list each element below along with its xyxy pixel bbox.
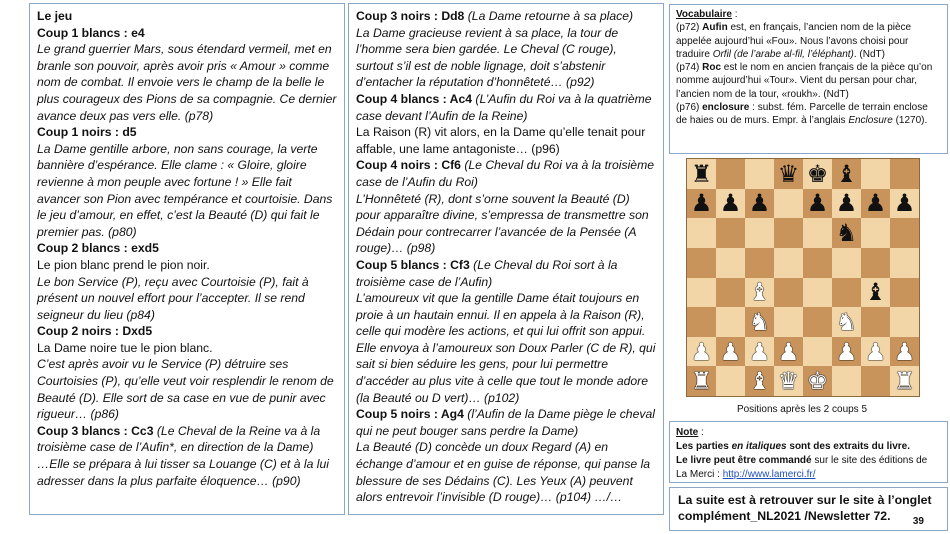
black-rook-icon: ♜ [690, 159, 713, 188]
board-square [687, 218, 716, 248]
board-square [745, 366, 774, 396]
black-pawn-icon: ♟ [893, 189, 916, 218]
vocab-item-enclosure: (p76) enclosure : subst. fém. Parcelle de terrain enclose de haies ou de murs. Empr. à l’anglais Enclosure (1270). [676, 102, 928, 127]
board-square [687, 159, 716, 189]
white-pawn-icon: ♟ [864, 337, 887, 366]
footer-box [669, 487, 948, 531]
footer-text: La suite est à retrouver sur le site à l’onglet complément_NL2021 /Newsletter 72. [678, 493, 932, 523]
black-bishop-icon: ♝ [835, 159, 858, 188]
board-square [890, 337, 919, 367]
vocabulary-title-line: Vocabulaire : [676, 9, 738, 20]
board-square [890, 366, 919, 396]
move-4-white: Coup 4 blancs : Ac4 [356, 91, 473, 106]
board-square [716, 248, 745, 278]
chess-board [686, 158, 920, 397]
move-2-white: Coup 2 blancs : exd5 [37, 241, 159, 256]
move-1-black-text: La Dame gentille arbore, non sans courage, la verte bannière d’espérance. Elle clame : « Gloire, gloire revienne à mon peuple avec fortune ! » Elle fait avancer son Pion avec tempérance et courtoisie. Dans le jeu d’amour, en effet, c’est la Beauté (D) qui fait le premier pas. (p80) [37, 141, 333, 239]
board-square [832, 337, 861, 367]
board-square [774, 366, 803, 396]
board-square [774, 159, 803, 189]
move-2-black-text: C’est après avoir vu le Service (P) détruire ses Courtoisies (P), qu’elle veut voir resplendir le renom de Beauté (D). Elle sort de sa case en vue de punir avec rigueur… (p86) [37, 357, 334, 422]
board-square [774, 248, 803, 278]
board-square [803, 337, 832, 367]
note-line-1: Les parties en italiques sont des extraits du livre. [676, 441, 910, 452]
board-square [687, 189, 716, 219]
board-square [716, 159, 745, 189]
board-square [716, 337, 745, 367]
board-square [861, 248, 890, 278]
board-square [745, 218, 774, 248]
black-queen-icon: ♛ [777, 159, 800, 188]
board-square [687, 366, 716, 396]
white-knight-icon: ♞ [835, 307, 858, 336]
board-square [803, 159, 832, 189]
note-title: Note [676, 427, 699, 438]
vocabulary-box [669, 4, 948, 154]
white-pawn-icon: ♟ [690, 337, 713, 366]
board-square [774, 189, 803, 219]
move-3-white: Coup 3 blancs : Cc3 [37, 423, 154, 438]
move-5-black-note: (l’Aufin de la Dame piège le cheval qui ne peut bouger sans perdre la Dame) [356, 407, 655, 438]
move-2-black: Coup 2 noirs : Dxd5 [37, 324, 153, 339]
move-5-white-text: L’amoureux vit que la gentille Dame était toujours en proie à un hautain ennui. Il en appela à la Raison (R), celle qui modère les actions, et qui lui offrit son appui. Elle envoya à l’amoureux son Doux Parler (C de R), qui sait si bien séduire les gens, pour lui permettre d’accéder au plus vite à celle que tout le monde adore (la Beauté ou D vert)… (p102) [356, 291, 656, 405]
board-square [832, 366, 861, 396]
board-square [832, 248, 861, 278]
move-1-white-text: Le grand guerrier Mars, sous étendard vermeil, met en branle son pouvoir, après avoir pris « Amour » comme nom de combat. Il envoie vers le champ de la belle le plus courageux des Pions de sa compagnie. Ce dernier avance deux pas vers elle. (p78) [37, 42, 337, 123]
board-square [716, 189, 745, 219]
black-pawn-icon: ♟ [719, 189, 742, 218]
board-square [774, 307, 803, 337]
board-square [861, 218, 890, 248]
board-square [745, 248, 774, 278]
move-3-white-note: (Le Cheval de la Reine va à la troisième case de l’Aufin*, en direction de la Dame) [37, 423, 321, 455]
vocab-item-aufin: (p72) Aufin est, en français, l’ancien nom de la pièce appelée aujourd’hui «Fou». Nous l’avons choisi pour traduire Orfil (de l’arabe al-fil, l’éléphant). (NdT) [676, 22, 912, 60]
board-square [832, 159, 861, 189]
board-square [861, 159, 890, 189]
black-pawn-icon: ♟ [690, 189, 713, 218]
white-king-icon: ♚ [806, 367, 829, 396]
board-square [687, 307, 716, 337]
white-pawn-icon: ♟ [748, 337, 771, 366]
move-4-white-line [356, 91, 656, 124]
board-square [803, 248, 832, 278]
note-title-line: Note : [676, 427, 704, 438]
move-4-white-plain: La Raison (R) vit alors, en la Dame qu’elle tenait pour affable, une lame antagoniste… (p96) [356, 125, 646, 156]
board-square [774, 218, 803, 248]
board-square [716, 278, 745, 308]
board-square [832, 189, 861, 219]
note-line-2: Le livre peut être commandé sur le site des éditions de La Merci : http://www.lamerci.fr/ [676, 455, 928, 480]
board-square [861, 278, 890, 308]
black-pawn-icon: ♟ [835, 189, 858, 218]
move-3-white-text: …Elle se prépara à lui tisser sa Louange (C) et à la lui adresser dans la plus parfaite éloquence… (p90) [37, 457, 329, 488]
move-3-black-text: La Dame gracieuse revient à sa place, la tour de l’homme sera bien gardée. Le Cheval (C rouge), surtout s’il est de noble lignage, doit s’abstenir d’entacher la réputation d’honnêteté… (p92) [356, 25, 619, 90]
move-4-white-note: (L’Aufin du Roi va à la quatrième case devant l’Aufin de la Reine) [356, 91, 652, 123]
board-square [832, 218, 861, 248]
move-5-black-text: La Beauté (D) concède un doux Regard (A) en échange d’amour et en guise de réponse, qui panse la blessure de ses Dédains (C). Les Yeux (A) peuvent alors entrevoir l’invisible (D rouge)… (p104) …/… [356, 440, 651, 505]
board-square [803, 278, 832, 308]
move-5-white: Coup 5 blancs : Cf3 [356, 257, 470, 272]
board-square [716, 218, 745, 248]
white-knight-icon: ♞ [748, 307, 771, 336]
board-square [832, 278, 861, 308]
white-pawn-icon: ♟ [893, 337, 916, 366]
board-square [745, 189, 774, 219]
move-3-black-note: (La Dame retourne à sa place) [467, 9, 634, 23]
board-square [803, 189, 832, 219]
move-5-black: Coup 5 noirs : Ag4 [356, 407, 464, 422]
board-square [890, 159, 919, 189]
lamerci-link[interactable]: http://www.lamerci.fr/ [722, 469, 816, 480]
move-3-black-line [356, 8, 656, 25]
move-3-white-line [37, 423, 337, 456]
white-pawn-icon: ♟ [719, 337, 742, 366]
move-2-white-text: Le bon Service (P), reçu avec Courtoisie (P), fait à présent un nouvel effort pour l’accepter. Il se rend seigneur du lieu (p84) [37, 274, 309, 322]
board-square [803, 366, 832, 396]
board-square [745, 159, 774, 189]
move-2-black-plain: La Dame noire tue le pion blanc. [37, 340, 213, 355]
board-square [716, 307, 745, 337]
board-square [861, 337, 890, 367]
note-box [669, 421, 948, 483]
board-caption: Positions après les 2 coups 5 [736, 404, 868, 415]
black-pawn-icon: ♟ [748, 189, 771, 218]
white-pawn-icon: ♟ [777, 337, 800, 366]
section-heading: Le jeu [37, 9, 73, 23]
board-square [687, 278, 716, 308]
move-4-black-line [356, 157, 656, 190]
move-5-black-line [356, 406, 656, 439]
white-queen-icon: ♛ [777, 367, 800, 396]
white-pawn-icon: ♟ [835, 337, 858, 366]
board-square [745, 337, 774, 367]
move-3-black: Coup 3 noirs : Dd8 [356, 9, 465, 23]
black-pawn-icon: ♟ [806, 189, 829, 218]
vocab-item-roc: (p74) Roc est le nom en ancien français de la pièce qu’on nomme aujourd’hui «Tour». Vient du persan pour char, l’ancien nom de la tour, «roukh». (NdT) [676, 62, 933, 100]
board-square [890, 307, 919, 337]
column-middle [348, 3, 664, 515]
move-5-white-line [356, 257, 656, 290]
move-2-white-plain: Le pion blanc prend le pion noir. [37, 257, 210, 272]
black-knight-icon: ♞ [835, 219, 858, 248]
white-bishop-icon: ♝ [748, 278, 771, 307]
move-1-white: Coup 1 blancs : e4 [37, 25, 145, 40]
board-square [890, 189, 919, 219]
board-square [745, 307, 774, 337]
board-square [687, 248, 716, 278]
page-number: 39 [912, 516, 924, 527]
board-square [861, 189, 890, 219]
board-square [890, 278, 919, 308]
move-4-black-text: L’Honnêteté (R), dont s’orne souvent la Beauté (D) pour apparaître divine, s’empressa de transmettre son Dédain pour contrecarrer l’avancée de la Pensée (A rouge)… (p98) [356, 191, 649, 256]
board-square [774, 278, 803, 308]
board-square [890, 218, 919, 248]
board-square [832, 307, 861, 337]
black-pawn-icon: ♟ [864, 189, 887, 218]
board-square [861, 307, 890, 337]
board-square [890, 248, 919, 278]
board-square [687, 337, 716, 367]
board-square [803, 218, 832, 248]
white-bishop-icon: ♝ [748, 367, 771, 396]
vocabulary-title: Vocabulaire [676, 9, 732, 20]
column-left [29, 3, 345, 515]
white-rook-icon: ♜ [893, 367, 916, 396]
move-5-white-note: (Le Cheval du Roi sort à la troisième case de l’Aufin) [356, 257, 618, 289]
board-square [716, 366, 745, 396]
black-bishop-icon: ♝ [864, 278, 887, 307]
move-1-black: Coup 1 noirs : d5 [37, 125, 137, 140]
black-king-icon: ♚ [806, 159, 829, 188]
board-square [774, 337, 803, 367]
move-4-black: Coup 4 noirs : Cf6 [356, 158, 461, 173]
board-square [861, 366, 890, 396]
board-square [803, 307, 832, 337]
move-4-black-note: (Le Cheval du Roi va à la troisième case de l’Aufin du Roi) [356, 158, 655, 189]
board-square [745, 278, 774, 308]
white-rook-icon: ♜ [690, 367, 713, 396]
